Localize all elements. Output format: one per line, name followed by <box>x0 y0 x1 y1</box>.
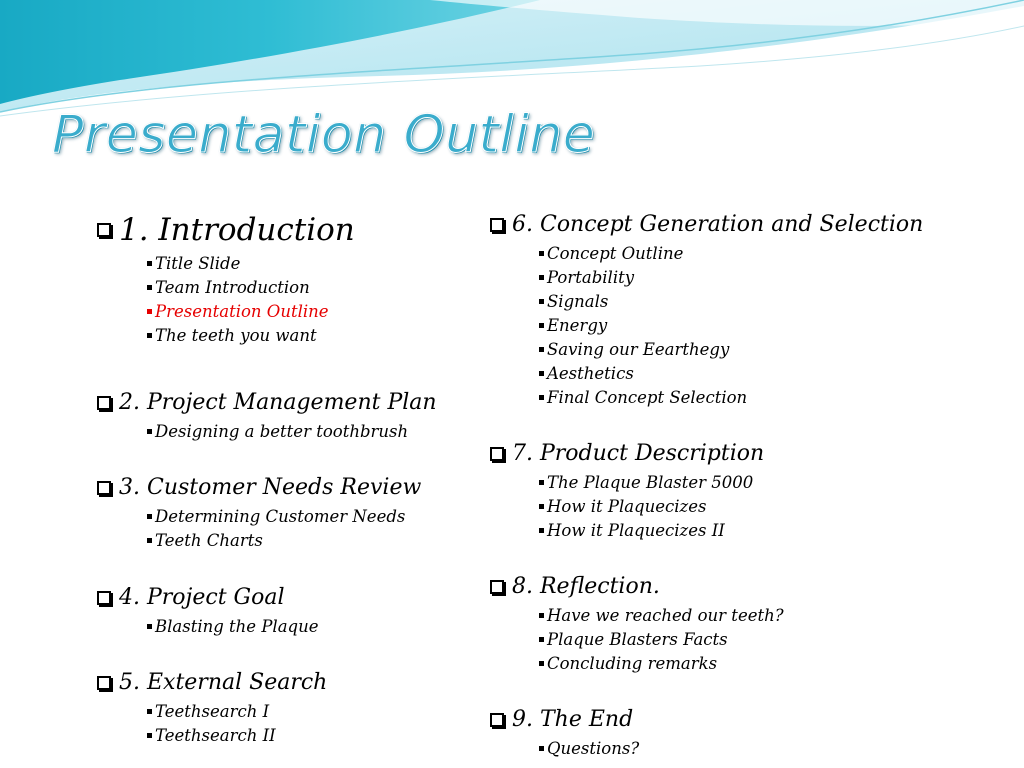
checkbox-icon <box>97 676 111 690</box>
square-bullet-icon <box>539 299 544 304</box>
list-item-current: Presentation Outline <box>146 300 355 324</box>
section-heading: 9. The End <box>512 707 634 732</box>
section-heading: 5. External Search <box>119 670 328 695</box>
outline-section-external-search <box>97 668 327 748</box>
section-items <box>538 737 639 761</box>
section-heading: 6. Concept Generation and Selection <box>512 212 924 237</box>
checkbox-icon <box>490 713 504 727</box>
list-item: The Plaque Blaster 5000 <box>538 471 764 495</box>
list-item: Aesthetics <box>538 362 923 386</box>
square-bullet-icon <box>539 504 544 509</box>
list-item: How it Plaquecizes <box>538 495 764 519</box>
list-item: Team Introduction <box>146 276 355 300</box>
list-item: Determining Customer Needs <box>146 505 421 529</box>
checkbox-icon <box>490 580 504 594</box>
list-item: Concept Outline <box>538 242 923 266</box>
list-item: Have we reached our teeth? <box>538 604 784 628</box>
square-bullet-icon <box>539 613 544 618</box>
square-bullet-icon <box>147 624 152 629</box>
section-heading: 4. Project Goal <box>119 585 285 610</box>
outline-section-project-management <box>97 388 437 444</box>
checkbox-icon <box>97 591 111 605</box>
checkbox-icon <box>97 223 111 237</box>
section-items <box>146 252 355 348</box>
list-item: Teethsearch II <box>146 724 327 748</box>
square-bullet-icon <box>147 538 152 543</box>
square-bullet-icon <box>539 347 544 352</box>
list-item: Title Slide <box>146 252 355 276</box>
outline-section-reflection <box>490 572 784 676</box>
list-item: Teethsearch I <box>146 700 327 724</box>
square-bullet-icon <box>539 480 544 485</box>
square-bullet-icon <box>147 261 152 266</box>
section-items <box>538 242 923 410</box>
outline-section-project-goal <box>97 583 319 639</box>
list-item: Plaque Blasters Facts <box>538 628 784 652</box>
list-item: Concluding remarks <box>538 652 784 676</box>
square-bullet-icon <box>539 251 544 256</box>
section-items <box>146 615 319 639</box>
square-bullet-icon <box>539 275 544 280</box>
slide-title: Presentation Outline <box>52 105 596 165</box>
section-heading: 7. Product Description <box>512 441 765 466</box>
section-items <box>146 505 421 553</box>
list-item: Energy <box>538 314 923 338</box>
square-bullet-icon <box>147 733 152 738</box>
square-bullet-icon <box>147 514 152 519</box>
list-item: Portability <box>538 266 923 290</box>
section-heading: 3. Customer Needs Review <box>119 475 422 500</box>
section-items <box>146 420 437 444</box>
list-item: Teeth Charts <box>146 529 421 553</box>
outline-section-customer-needs <box>97 473 421 553</box>
square-bullet-icon <box>539 746 544 751</box>
square-bullet-icon <box>147 333 152 338</box>
checkbox-icon <box>97 396 111 410</box>
section-items <box>538 604 784 676</box>
list-item: Final Concept Selection <box>538 386 923 410</box>
square-bullet-icon <box>539 637 544 642</box>
list-item: How it Plaquecizes II <box>538 519 764 543</box>
square-bullet-icon <box>539 528 544 533</box>
outline-section-introduction <box>97 210 355 348</box>
outline-section-the-end <box>490 705 639 761</box>
checkbox-icon <box>490 218 504 232</box>
list-item: Blasting the Plaque <box>146 615 319 639</box>
section-heading: 8. Reflection. <box>512 574 660 599</box>
section-items <box>538 471 764 543</box>
list-item: Signals <box>538 290 923 314</box>
square-bullet-icon <box>147 285 152 290</box>
square-bullet-icon <box>147 309 152 314</box>
section-items <box>146 700 327 748</box>
square-bullet-icon <box>147 429 152 434</box>
square-bullet-icon <box>539 661 544 666</box>
section-heading: 1. Introduction <box>119 212 355 248</box>
list-item: Designing a better toothbrush <box>146 420 437 444</box>
square-bullet-icon <box>539 323 544 328</box>
checkbox-icon <box>490 447 504 461</box>
square-bullet-icon <box>147 709 152 714</box>
list-item: Saving our Eearthegy <box>538 338 923 362</box>
outline-section-concept-generation <box>490 210 923 410</box>
list-item: Questions? <box>538 737 639 761</box>
square-bullet-icon <box>539 395 544 400</box>
square-bullet-icon <box>539 371 544 376</box>
section-heading: 2. Project Management Plan <box>119 390 437 415</box>
checkbox-icon <box>97 481 111 495</box>
outline-section-product-description <box>490 439 764 543</box>
list-item: The teeth you want <box>146 324 355 348</box>
